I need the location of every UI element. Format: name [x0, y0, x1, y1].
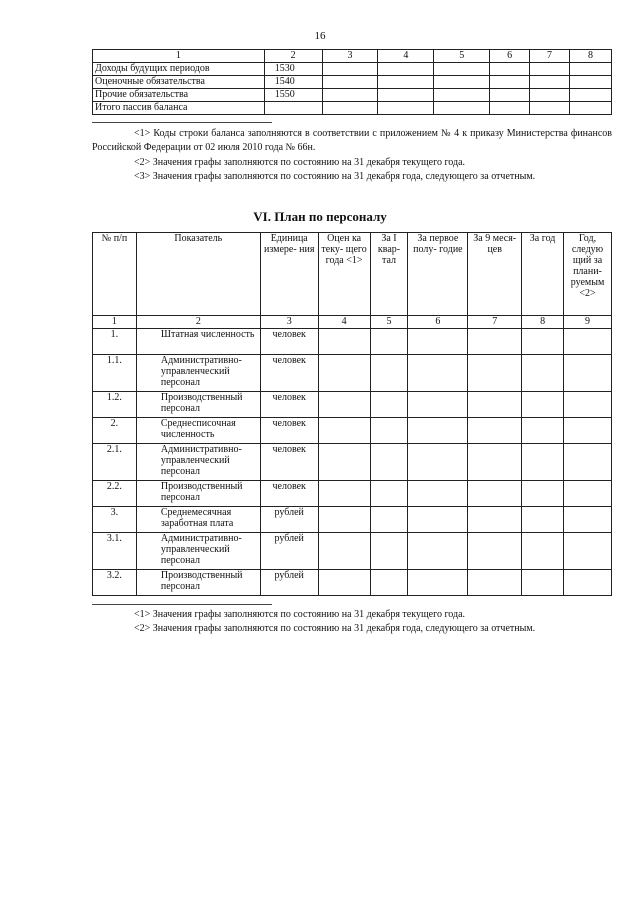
empty-cell	[468, 481, 522, 507]
empty-cell	[522, 507, 564, 533]
balance-row-code: 1540	[264, 76, 322, 89]
empty-cell	[318, 355, 370, 392]
empty-cell	[370, 533, 408, 570]
empty-cell	[522, 392, 564, 418]
column-number: 1	[93, 316, 137, 329]
empty-cell	[468, 418, 522, 444]
header-cell: Оцен ка теку- щего года <1>	[318, 233, 370, 316]
empty-cell	[468, 444, 522, 481]
table-row	[93, 63, 612, 76]
empty-cell	[370, 355, 408, 392]
empty-cell	[468, 392, 522, 418]
empty-cell	[522, 355, 564, 392]
empty-cell	[564, 418, 612, 444]
row-number: 1.1.	[93, 355, 137, 392]
row-number: 3.	[93, 507, 137, 533]
row-indicator: Административно- управленческий персонал	[136, 355, 260, 392]
table-row	[93, 533, 612, 570]
empty-cell	[318, 444, 370, 481]
empty-cell	[530, 89, 570, 102]
empty-cell	[318, 418, 370, 444]
empty-cell	[318, 507, 370, 533]
empty-cell	[490, 76, 530, 89]
column-number: 7	[468, 316, 522, 329]
empty-cell	[570, 89, 612, 102]
balance-row-label: Оценочные обязательства	[93, 76, 265, 89]
empty-cell	[370, 418, 408, 444]
row-unit: человек	[260, 481, 318, 507]
row-number: 2.	[93, 418, 137, 444]
balance-row-label: Доходы будущих периодов	[93, 63, 265, 76]
balance-header-cell: 1	[93, 50, 265, 63]
section-title: VI. План по персоналу	[253, 209, 387, 224]
empty-cell	[564, 444, 612, 481]
footnote: <1> Значения графы заполняются по состоянию на 31 декабря текущего года.	[134, 609, 466, 620]
empty-cell	[322, 102, 378, 115]
empty-cell	[522, 533, 564, 570]
balance-header-cell: 4	[378, 50, 434, 63]
empty-cell	[522, 481, 564, 507]
empty-cell	[318, 329, 370, 355]
empty-cell	[408, 533, 468, 570]
empty-cell	[522, 418, 564, 444]
empty-cell	[378, 102, 434, 115]
empty-cell	[434, 89, 490, 102]
page-number: 16	[314, 30, 326, 42]
row-unit: рублей	[260, 533, 318, 570]
footnote-divider	[92, 122, 272, 123]
table-row	[93, 355, 612, 392]
table-row	[93, 102, 612, 115]
empty-cell	[570, 102, 612, 115]
empty-cell	[408, 418, 468, 444]
row-indicator: Штатная численность	[136, 329, 260, 355]
balance-row-label: Прочие обязательства	[93, 89, 265, 102]
row-indicator: Среднесписочная численность	[136, 418, 260, 444]
row-indicator: Административно- управленческий персонал	[136, 533, 260, 570]
empty-cell	[434, 102, 490, 115]
empty-cell	[408, 355, 468, 392]
row-number: 2.1.	[93, 444, 137, 481]
header-cell: Год, следую щий за плани- руемым <2>	[564, 233, 612, 316]
empty-cell	[564, 355, 612, 392]
row-number: 3.1.	[93, 533, 137, 570]
column-number: 6	[408, 316, 468, 329]
footnote-divider	[92, 604, 272, 605]
empty-cell	[408, 481, 468, 507]
row-indicator: Производственный персонал	[136, 481, 260, 507]
empty-cell	[468, 570, 522, 596]
header-cell: За первое полу- годие	[408, 233, 468, 316]
empty-cell	[570, 63, 612, 76]
empty-cell	[408, 392, 468, 418]
header-cell: За I квар- тал	[370, 233, 408, 316]
empty-cell	[378, 89, 434, 102]
table-row	[93, 418, 612, 444]
empty-cell	[408, 570, 468, 596]
table-row	[93, 76, 612, 89]
table-row	[93, 507, 612, 533]
column-number: 2	[136, 316, 260, 329]
balance-row-code: 1530	[264, 63, 322, 76]
staff-header-row	[93, 233, 612, 316]
balance-row-code: 1550	[264, 89, 322, 102]
empty-cell	[564, 392, 612, 418]
column-number: 8	[522, 316, 564, 329]
row-number: 2.2.	[93, 481, 137, 507]
empty-cell	[434, 63, 490, 76]
empty-cell	[490, 102, 530, 115]
empty-cell	[564, 481, 612, 507]
empty-cell	[522, 444, 564, 481]
table-row	[93, 392, 612, 418]
empty-cell	[468, 329, 522, 355]
empty-cell	[530, 76, 570, 89]
row-indicator: Административно- управленческий персонал	[136, 444, 260, 481]
row-unit: человек	[260, 444, 318, 481]
staff-plan-table	[92, 232, 612, 596]
table-row	[93, 481, 612, 507]
empty-cell	[522, 329, 564, 355]
empty-cell	[564, 570, 612, 596]
row-indicator: Производственный персонал	[136, 392, 260, 418]
column-number: 9	[564, 316, 612, 329]
column-number: 3	[260, 316, 318, 329]
row-number: 1.	[93, 329, 137, 355]
balance-table	[92, 49, 612, 115]
empty-cell	[322, 63, 378, 76]
row-unit: рублей	[260, 507, 318, 533]
empty-cell	[468, 355, 522, 392]
row-indicator: Производственный персонал	[136, 570, 260, 596]
balance-header-cell: 6	[490, 50, 530, 63]
empty-cell	[322, 76, 378, 89]
empty-cell	[318, 481, 370, 507]
balance-header-cell: 5	[434, 50, 490, 63]
table-row	[93, 444, 612, 481]
row-unit: человек	[260, 418, 318, 444]
empty-cell	[564, 507, 612, 533]
balance-header-row	[93, 50, 612, 63]
table-row	[93, 89, 612, 102]
column-number: 5	[370, 316, 408, 329]
header-cell: За 9 меся- цев	[468, 233, 522, 316]
row-number: 1.2.	[93, 392, 137, 418]
empty-cell	[564, 533, 612, 570]
empty-cell	[490, 89, 530, 102]
empty-cell	[370, 570, 408, 596]
empty-cell	[570, 76, 612, 89]
empty-cell	[530, 63, 570, 76]
row-indicator: Среднемесячная заработная плата	[136, 507, 260, 533]
header-cell: № п/п	[93, 233, 137, 316]
row-unit: рублей	[260, 570, 318, 596]
empty-cell	[370, 392, 408, 418]
balance-header-cell: 3	[322, 50, 378, 63]
empty-cell	[468, 507, 522, 533]
row-unit: человек	[260, 355, 318, 392]
footnote: <3> Значения графы заполняются по состоянию на 31 декабря года, следующего за отчетным.	[134, 171, 536, 182]
empty-cell	[522, 570, 564, 596]
column-number: 4	[318, 316, 370, 329]
footnote: <2> Значения графы заполняются по состоянию на 31 декабря текущего года.	[134, 157, 466, 168]
empty-cell	[370, 481, 408, 507]
empty-cell	[490, 63, 530, 76]
header-cell: За год	[522, 233, 564, 316]
empty-cell	[408, 444, 468, 481]
table-row	[93, 329, 612, 355]
empty-cell	[468, 533, 522, 570]
footnote: <1> Коды строки баланса заполняются в соответствии с приложением № 4 к приказу Министерства финансов Российской Федерации от 02 июля 2010 года № 66н.	[92, 128, 612, 153]
balance-row-label: Итого пассив баланса	[93, 102, 265, 115]
empty-cell	[408, 507, 468, 533]
empty-cell	[434, 76, 490, 89]
balance-header-cell: 2	[264, 50, 322, 63]
empty-cell	[378, 76, 434, 89]
row-unit: человек	[260, 329, 318, 355]
empty-cell	[318, 570, 370, 596]
row-unit: человек	[260, 392, 318, 418]
balance-header-cell: 7	[530, 50, 570, 63]
footnote: <2> Значения графы заполняются по состоянию на 31 декабря года, следующего за отчетным.	[134, 623, 536, 634]
balance-header-cell: 8	[570, 50, 612, 63]
table-row	[93, 570, 612, 596]
header-cell: Показатель	[136, 233, 260, 316]
empty-cell	[322, 89, 378, 102]
empty-cell	[530, 102, 570, 115]
empty-cell	[378, 63, 434, 76]
row-number: 3.2.	[93, 570, 137, 596]
empty-cell	[370, 507, 408, 533]
balance-row-code	[264, 102, 322, 115]
header-cell: Единица измере- ния	[260, 233, 318, 316]
empty-cell	[318, 392, 370, 418]
column-number-row	[93, 316, 612, 329]
empty-cell	[370, 329, 408, 355]
empty-cell	[564, 329, 612, 355]
empty-cell	[318, 533, 370, 570]
empty-cell	[370, 444, 408, 481]
empty-cell	[408, 329, 468, 355]
